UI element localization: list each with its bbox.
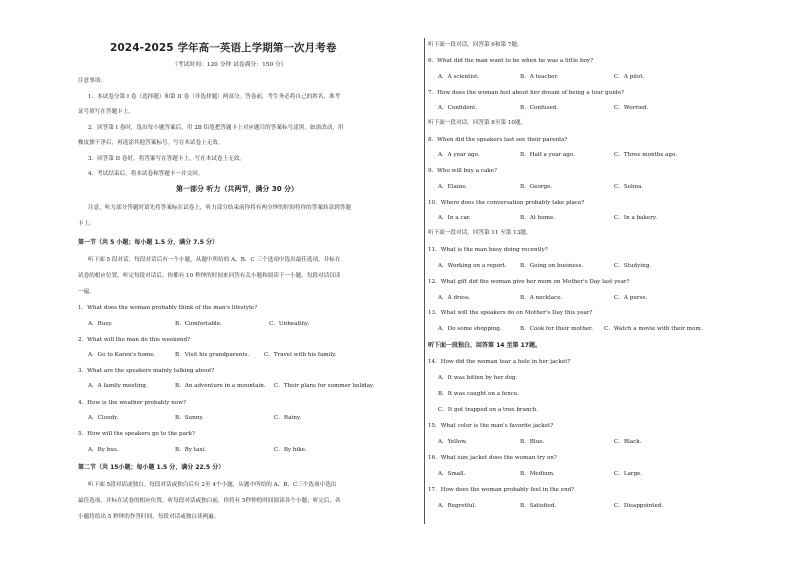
question-text: 5．How will the speakers go to the park? xyxy=(78,431,195,437)
option-b[interactable]: B．A necklace. xyxy=(520,295,563,301)
section2-title: 第二节（共 15小题；每小题 1.5 分，满分 22.5 分） xyxy=(78,464,225,471)
option-b[interactable]: B．Cook for their mother. xyxy=(520,326,593,332)
option-a[interactable]: A．Busy. xyxy=(88,321,113,327)
option-b[interactable]: B．George. xyxy=(520,184,553,190)
section2-intro: 听下面 5段对话或独白。每段对话或独白后有 2至 4个小题，从题中所给的 A、B、C三个选项中选出 xyxy=(88,482,337,488)
question-text: 8．When did the speakers last see their parents? xyxy=(428,137,568,143)
option-a[interactable]: A．A scientist. xyxy=(438,74,480,80)
group-heading: 听下面一段独白，回答第 14 至第 17题。 xyxy=(428,342,541,349)
section2-intro: 最佳选项，并标在试卷的相应位置。听每段对话或独白前，你将有 5秒钟的时间阅读各个小题；听完后，各 xyxy=(78,498,341,504)
question-text: 10．Where does the conversation probably take place? xyxy=(428,200,585,206)
option-b[interactable]: B．Half a year ago. xyxy=(520,152,575,158)
question-text: 14．How did the woman tear a hole in her jacket? xyxy=(428,359,571,365)
group-heading: 听下面一段对话，回答第 8至第 10题。 xyxy=(428,120,527,126)
option-b[interactable]: B．At home. xyxy=(520,215,556,221)
question-text: 6．What did the man want to be when he was a little boy? xyxy=(428,58,594,64)
option-c[interactable]: C．Selma. xyxy=(614,184,644,190)
option-c[interactable]: C．Three months ago. xyxy=(614,152,678,158)
section1-intro: 一遍。 xyxy=(78,289,95,295)
option-a[interactable]: A．Go to Karen's home. xyxy=(88,352,156,358)
part1-intro: 卡上。 xyxy=(78,221,95,227)
option-b[interactable]: B．Going on business. xyxy=(520,263,584,269)
part1-intro: 注意，听力部分答题时请先将答案标在试卷上，听力部分结束前你将有两分钟的时间将你的答案转涂到答题 xyxy=(88,205,351,211)
option-b[interactable]: B．Comfortable. xyxy=(175,321,222,327)
option-b[interactable]: B．Visit his grandparents. xyxy=(175,352,250,358)
option-c[interactable]: C．A pilot. xyxy=(614,74,645,80)
option-b[interactable]: B．Medium. xyxy=(520,471,555,477)
option-b[interactable]: B．Blue. xyxy=(520,439,545,445)
option-a[interactable]: A．Yellow. xyxy=(438,439,467,445)
option-a[interactable]: A．Working on a report. xyxy=(438,263,507,269)
group-heading: 听下面一段对话，回答第 6和第 7题。 xyxy=(428,42,523,48)
option-c[interactable]: C．Large. xyxy=(614,471,643,477)
option-a[interactable]: A．Cloudy. xyxy=(88,415,119,421)
option-b[interactable]: B．It was caught on a fence. xyxy=(438,391,520,397)
option-b[interactable]: B．An adventure in a mountain. xyxy=(175,383,266,389)
section1-intro: 听下面 5 段对话。每段对话后有一个小题，从题中所给的 A、B、C 三个选项中选出最佳选项，并标在 xyxy=(88,257,341,263)
notes-heading: 注意事项： xyxy=(78,78,106,84)
option-a[interactable]: A．A year ago. xyxy=(438,152,480,158)
option-c[interactable]: C．It got trapped on a tree branch. xyxy=(438,407,539,413)
question-text: 13．What will the speakers do on Mother's Day this year? xyxy=(428,310,593,316)
question-text: 4．How is the weather probably now? xyxy=(78,400,186,406)
option-a[interactable]: A．In a car. xyxy=(438,215,471,221)
section1-title: 第一节（共 5 小题；每小题 1.5 分，满分 7.5 分） xyxy=(78,239,218,246)
option-a[interactable]: A．Do some shopping. xyxy=(438,326,502,332)
option-c[interactable]: C．Unhealthy. xyxy=(269,321,310,327)
question-text: 16．What size jacket does the woman try on? xyxy=(428,455,557,461)
option-c[interactable]: C．Black. xyxy=(614,439,642,445)
note-line: 3．回答第 II 卷时，将答案写在答题卡上。写在本试卷上无效。 xyxy=(88,156,245,162)
note-line: 4．考试结束后，将本试卷和答题卡一并交回。 xyxy=(88,171,204,177)
question-text: 12．What gift did the woman give her mom on Mother's Day last year? xyxy=(428,279,630,285)
option-c[interactable]: C．Worried. xyxy=(614,105,649,111)
option-a[interactable]: A．It was bitten by her dog. xyxy=(438,375,518,381)
option-b[interactable]: B．By taxi. xyxy=(175,447,207,453)
question-text: 1．What does the woman probably think of the man's lifestyle? xyxy=(78,305,258,311)
exam-title: 2024-2025 学年高一英语上学期第一次月考卷 xyxy=(110,42,337,54)
exam-subtitle: （考试时间：120 分钟 试卷满分：150 分） xyxy=(172,62,287,68)
note-line: 2．回答第 I 卷时，选出每小题答案后，用 2B 铅笔把答题卡上对应题目的答案标号涂黑。如需改动，用 xyxy=(88,125,344,131)
option-c[interactable]: C．Rainy. xyxy=(274,415,302,421)
part1-title: 第一部分 听力（共两节，满分 30 分） xyxy=(176,185,299,193)
option-a[interactable]: A．A dress. xyxy=(438,295,471,301)
column-divider xyxy=(424,38,425,524)
option-a[interactable]: A．A family meeting. xyxy=(88,383,148,389)
option-a[interactable]: A．Regretful. xyxy=(438,503,477,509)
note-line: 证号填写在答题卡上。 xyxy=(78,109,134,115)
option-c[interactable]: C．Travel with his family. xyxy=(264,352,337,358)
option-a[interactable]: A．By bus. xyxy=(88,447,119,453)
section2-intro: 小题将给出 5 秒钟的作答时间。每段对话或独白读两遍。 xyxy=(78,514,220,520)
option-c[interactable]: C．A purse. xyxy=(614,295,648,301)
question-text: 2．What will the man do this weekend? xyxy=(78,337,191,343)
group-heading: 听下面一段对话，回答第 11 至第 13题。 xyxy=(428,230,532,236)
note-line: 1．本试卷分第 I 卷（选择题）和第 II 卷（非选择题）两部分。答卷前，考生务必将自己的姓名、准考 xyxy=(88,94,341,100)
option-a[interactable]: A．Small. xyxy=(438,471,466,477)
option-c[interactable]: C．Studying. xyxy=(614,263,652,269)
option-b[interactable]: B．Sunny. xyxy=(175,415,204,421)
question-text: 3．What are the speakers mainly talking about? xyxy=(78,368,215,374)
option-c[interactable]: C．Disappointed. xyxy=(614,503,664,509)
option-c[interactable]: C．In a bakery. xyxy=(614,215,658,221)
option-b[interactable]: B．Satisfied. xyxy=(520,503,557,509)
note-line: 橡皮擦干净后，再选涂其他答案标号。写在本试卷上无效。 xyxy=(78,140,224,146)
option-a[interactable]: A．Confident. xyxy=(438,105,478,111)
question-text: 9．Who will buy a cake? xyxy=(428,168,497,174)
question-text: 15．What color is the man's favorite jacket? xyxy=(428,423,554,429)
option-a[interactable]: A．Elaine. xyxy=(438,184,468,190)
question-text: 17．How does the woman probably feel in the end? xyxy=(428,487,575,493)
option-b[interactable]: B．Confused. xyxy=(520,105,559,111)
option-c[interactable]: C．Their plans for summer holiday. xyxy=(274,383,375,389)
option-b[interactable]: B．A teacher. xyxy=(520,74,559,80)
section1-intro: 试卷的相应位置。听完每段对话后，你都有 10 秒钟的时间来回答有关小题和阅读下一小题。每段对话仅读 xyxy=(78,273,341,279)
question-text: 11．What is the man busy doing recently? xyxy=(428,247,548,253)
option-c[interactable]: C．Watch a movie with their mom. xyxy=(604,326,703,332)
question-text: 7．How does the woman feel about her dream of being a tour guide? xyxy=(428,90,625,96)
option-c[interactable]: C．By bike. xyxy=(274,447,307,453)
